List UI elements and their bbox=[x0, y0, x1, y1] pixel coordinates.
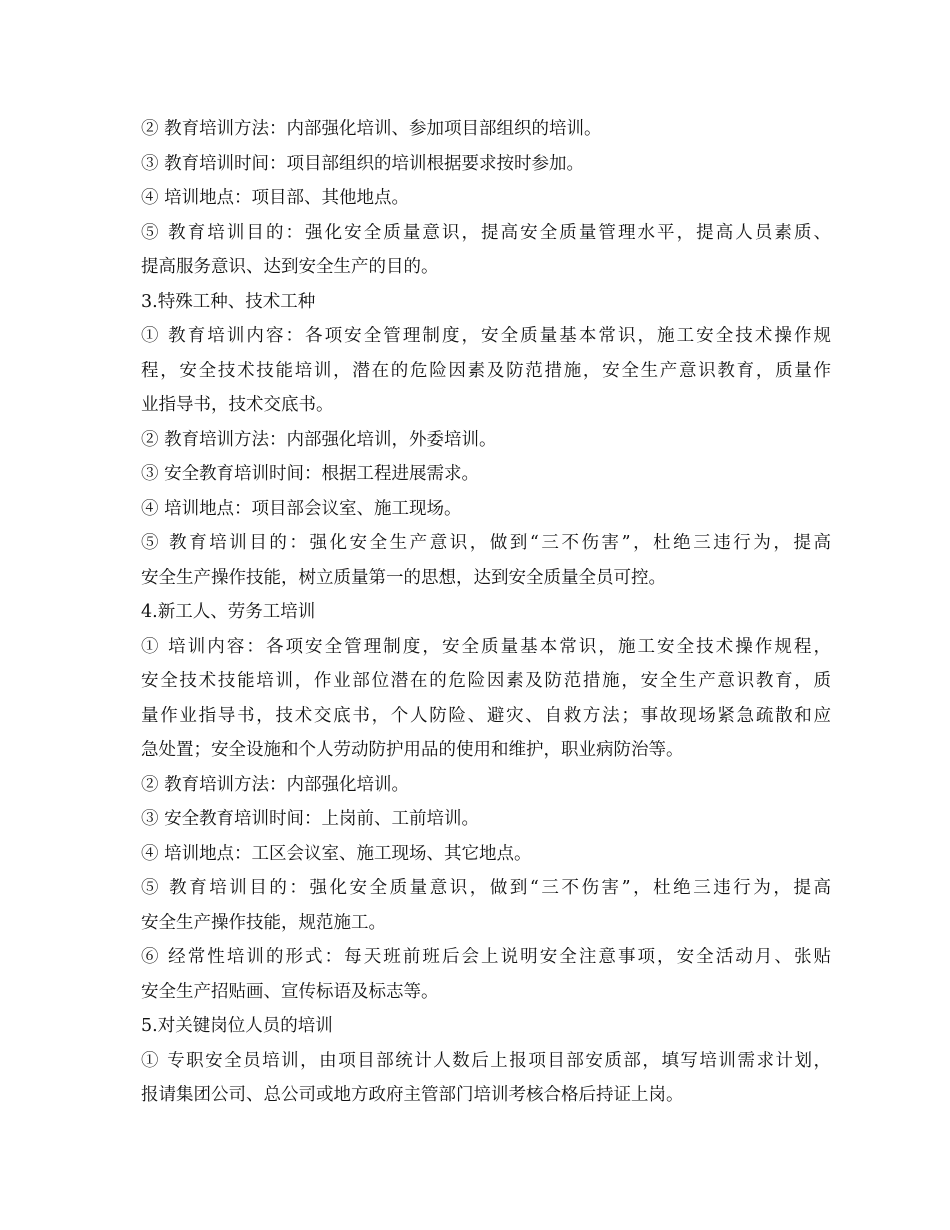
text-line: ⑤ 教育培训目的：强化安全质量意识，提高安全质量管理水平，提高人员素质、 bbox=[141, 222, 831, 243]
text-line: ③ 安全教育培训时间：根据工程进展需求。 bbox=[141, 464, 480, 484]
text-line: ① 培训内容：各项安全管理制度，安全质量基本常识，施工安全技术操作规程， bbox=[141, 636, 831, 657]
text-line: 业指导书，技术交底书。 bbox=[141, 395, 334, 415]
text-line: ④ 培训地点：工区会议室、施工现场、其它地点。 bbox=[141, 843, 532, 864]
text-line: 安全生产招贴画、宣传标语及标志等。 bbox=[141, 981, 439, 1002]
text-line: 量作业指导书，技术交底书，个人防险、避灾、自救方法；事故现场紧急疏散和应 bbox=[141, 705, 831, 726]
text-line: 安全生产操作技能，树立质量第一的思想，达到安全质量全员可控。 bbox=[141, 567, 666, 588]
text-line: ④ 培训地点：项目部、其他地点。 bbox=[141, 188, 410, 208]
text-line: ③ 安全教育培训时间：上岗前、工前培训。 bbox=[141, 809, 480, 829]
text-line: 提高服务意识、达到安全生产的目的。 bbox=[141, 257, 439, 277]
text-line: ⑥ 经常性培训的形式：每天班前班后会上说明安全注意事项，安全活动月、张贴 bbox=[141, 947, 831, 967]
text-line: 报请集团公司、总公司或地方政府主管部门培训考核合格后持证上岗。 bbox=[141, 1085, 684, 1105]
text-line: ⑤ 教育培训目的：强化安全生产意识，做到“三不伤害”，杜绝三违行为，提高 bbox=[141, 533, 831, 553]
text-line: ② 教育培训方法：内部强化培训、参加项目部组织的培训。 bbox=[141, 119, 602, 139]
text-line: 程，安全技术技能培训，潜在的危险因素及防范措施，安全生产意识教育，质量作 bbox=[141, 360, 831, 381]
text-line: 安全生产操作技能，规范施工。 bbox=[141, 912, 386, 933]
text-line: ② 教育培训方法：内部强化培训，外委培训。 bbox=[141, 429, 497, 450]
text-line: 急处置；安全设施和个人劳动防护用品的使用和维护，职业病防治等。 bbox=[141, 740, 684, 760]
text-line: ⑤ 教育培训目的：强化安全质量意识，做到“三不伤害”，杜绝三违行为，提高 bbox=[141, 878, 831, 898]
document-body bbox=[141, 112, 831, 1113]
text-line: 安全技术技能培训，作业部位潜在的危险因素及防范措施，安全生产意识教育，质 bbox=[141, 671, 831, 691]
section-heading: 3.特殊工种、技术工种 bbox=[141, 291, 316, 312]
section-heading: 5.对关键岗位人员的培训 bbox=[141, 1016, 333, 1036]
text-line: ① 专职安全员培训，由项目部统计人数后上报项目部安质部，填写培训需求计划， bbox=[141, 1050, 831, 1071]
section-heading: 4.新工人、劳务工培训 bbox=[141, 602, 316, 622]
text-line: ③ 教育培训时间：项目部组织的培训根据要求按时参加。 bbox=[141, 153, 585, 174]
text-line: ② 教育培训方法：内部强化培训。 bbox=[141, 774, 410, 795]
text-line: ④ 培训地点：项目部会议室、施工现场。 bbox=[141, 498, 462, 519]
text-line: ① 教育培训内容：各项安全管理制度，安全质量基本常识，施工安全技术操作规 bbox=[141, 326, 831, 346]
